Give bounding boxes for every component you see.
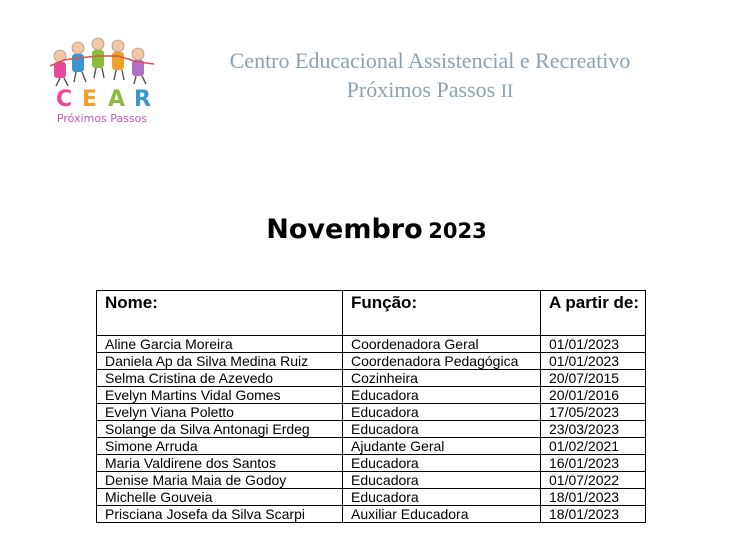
staff-role-cell: Educadora [343, 472, 541, 489]
column-header-role: Função: [343, 291, 541, 336]
org-name-line1: Centro Educacional Assistencial e Recreativo [229, 48, 631, 73]
org-name-text: Próximos Passos [346, 77, 496, 102]
logo-letter: A [108, 87, 126, 112]
staff-role-cell: Ajudante Geral [343, 438, 541, 455]
staff-role-cell: Educadora [343, 404, 541, 421]
logo-letter: C [56, 87, 73, 112]
staff-name-cell: Denise Maria Maia de Godoy [97, 472, 343, 489]
staff-role-cell: Educadora [343, 489, 541, 506]
page-title [0, 214, 753, 245]
table-row [97, 472, 646, 489]
staff-role-cell: Coordenadora Pedagógica [343, 353, 541, 370]
staff-start-date-cell: 01/07/2022 [541, 472, 646, 489]
table-row [97, 455, 646, 472]
staff-name-cell: Prisciana Josefa da Silva Scarpi [97, 506, 343, 523]
table-row [97, 506, 646, 523]
staff-start-date-cell: 18/01/2023 [541, 506, 646, 523]
table-row [97, 370, 646, 387]
staff-role-cell: Auxiliar Educadora [343, 506, 541, 523]
children-figures-icon [50, 38, 154, 86]
org-name-line2 [170, 77, 690, 103]
table-row [97, 353, 646, 370]
staff-role-cell: Educadora [343, 387, 541, 404]
staff-name-cell: Evelyn Martins Vidal Gomes [97, 387, 343, 404]
staff-table [96, 290, 646, 523]
column-header-name: Nome: [97, 291, 343, 336]
staff-name-cell: Selma Cristina de Azevedo [97, 370, 343, 387]
staff-start-date-cell: 23/03/2023 [541, 421, 646, 438]
table-row [97, 387, 646, 404]
staff-role-cell: Cozinheira [343, 370, 541, 387]
table-row [97, 438, 646, 455]
staff-start-date-cell: 20/07/2015 [541, 370, 646, 387]
staff-start-date-cell: 20/01/2016 [541, 387, 646, 404]
table-row [97, 336, 646, 353]
cear-logo [46, 34, 158, 126]
staff-start-date-cell: 01/01/2023 [541, 353, 646, 370]
staff-start-date-cell: 01/01/2023 [541, 336, 646, 353]
staff-start-date-cell: 16/01/2023 [541, 455, 646, 472]
staff-name-cell: Aline Garcia Moreira [97, 336, 343, 353]
table-row [97, 489, 646, 506]
table-header-row [97, 291, 646, 336]
staff-name-cell: Maria Valdirene dos Santos [97, 455, 343, 472]
staff-name-cell: Michelle Gouveia [97, 489, 343, 506]
logo-letter: E [82, 87, 98, 112]
logo-tagline: Próximos Passos [56, 112, 148, 125]
staff-name-cell: Evelyn Viana Poletto [97, 404, 343, 421]
staff-role-cell: Educadora [343, 455, 541, 472]
staff-name-cell: Solange da Silva Antonagi Erdeg [97, 421, 343, 438]
staff-role-cell: Educadora [343, 421, 541, 438]
staff-name-cell: Simone Arruda [97, 438, 343, 455]
staff-start-date-cell: 01/02/2021 [541, 438, 646, 455]
title-year: 2023 [428, 219, 487, 243]
table-row [97, 421, 646, 438]
staff-start-date-cell: 18/01/2023 [541, 489, 646, 506]
title-month: Novembro [266, 214, 423, 245]
staff-start-date-cell: 17/05/2023 [541, 404, 646, 421]
logo-letter: R [134, 87, 151, 112]
org-name-suffix: II [500, 81, 514, 102]
staff-name-cell: Daniela Ap da Silva Medina Ruiz [97, 353, 343, 370]
table-row [97, 404, 646, 421]
staff-role-cell: Coordenadora Geral [343, 336, 541, 353]
column-header-start-date: A partir de: [541, 291, 646, 336]
